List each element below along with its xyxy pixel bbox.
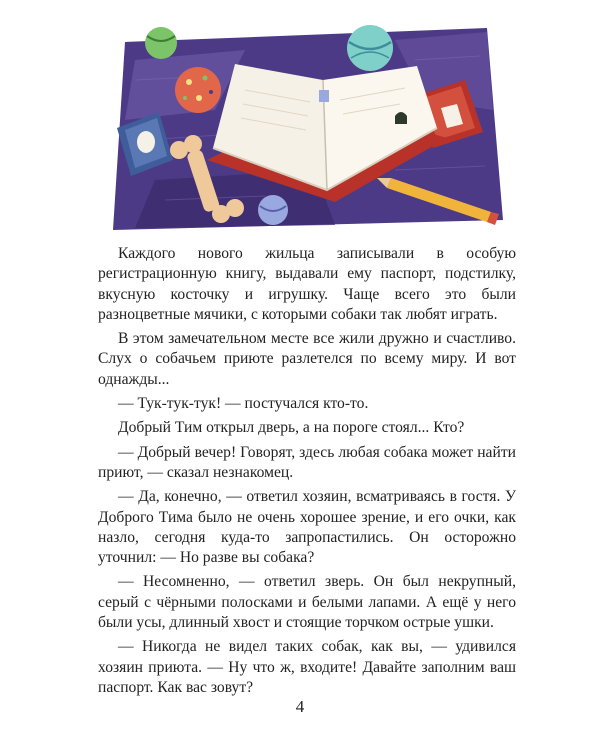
paragraph: Добрый Тим открыл дверь, а на пороге стоял... Кто? — [118, 419, 465, 437]
page-number: 4 — [295, 697, 305, 716]
paragraph: Каждого нового жильца записывали в особую регистрационную книгу, выдавали ему паспорт, подстилку, вкусную косточку и игрушку. Чаще всего это были разноцветные мячики, с которыми собаки так любят играть. — [98, 245, 516, 323]
paragraph: — Несомненно, — ответил зверь. Он был некрупный, серый с чёрными полосками и белыми лапами. А ещё у него были усы, длинный хвост и стоящие торчком острые ушки. — [98, 573, 516, 632]
paragraph: — Да, конечно, — ответил хозяин, всматриваясь в гостя. У Доброго Тима было не очень хорошее зрение, и его очки, как назло, сегодня куда-то запропастились. Он осторожно уточнил: — Но разве вы собака? — [98, 488, 516, 567]
paragraph: — Добрый вечер! Говорят, здесь любая собака может найти приют, — сказал незнакомец. — [98, 443, 516, 481]
book-bone-balls-illustration — [95, 20, 510, 232]
story-text — [98, 244, 516, 702]
paragraph: — Никогда не видел таких собак, как вы, — удивился хозяин приюта. — Ну что ж, входите! Давайте заполним ваш паспорт. Как вас зовут? — [98, 638, 516, 696]
paragraph: В этом замечательном месте все жили дружно и счастливо. Слух о собачьем приюте разлетелся по всему миру. И вот однажды... — [98, 330, 516, 388]
illustration — [95, 20, 510, 232]
ball-blue — [258, 195, 288, 225]
ball-red — [175, 67, 221, 113]
ball-teal — [347, 25, 393, 71]
ball-green — [145, 27, 177, 59]
paragraph: — Тук-тук-тук! — постучался кто-то. — [118, 395, 369, 413]
